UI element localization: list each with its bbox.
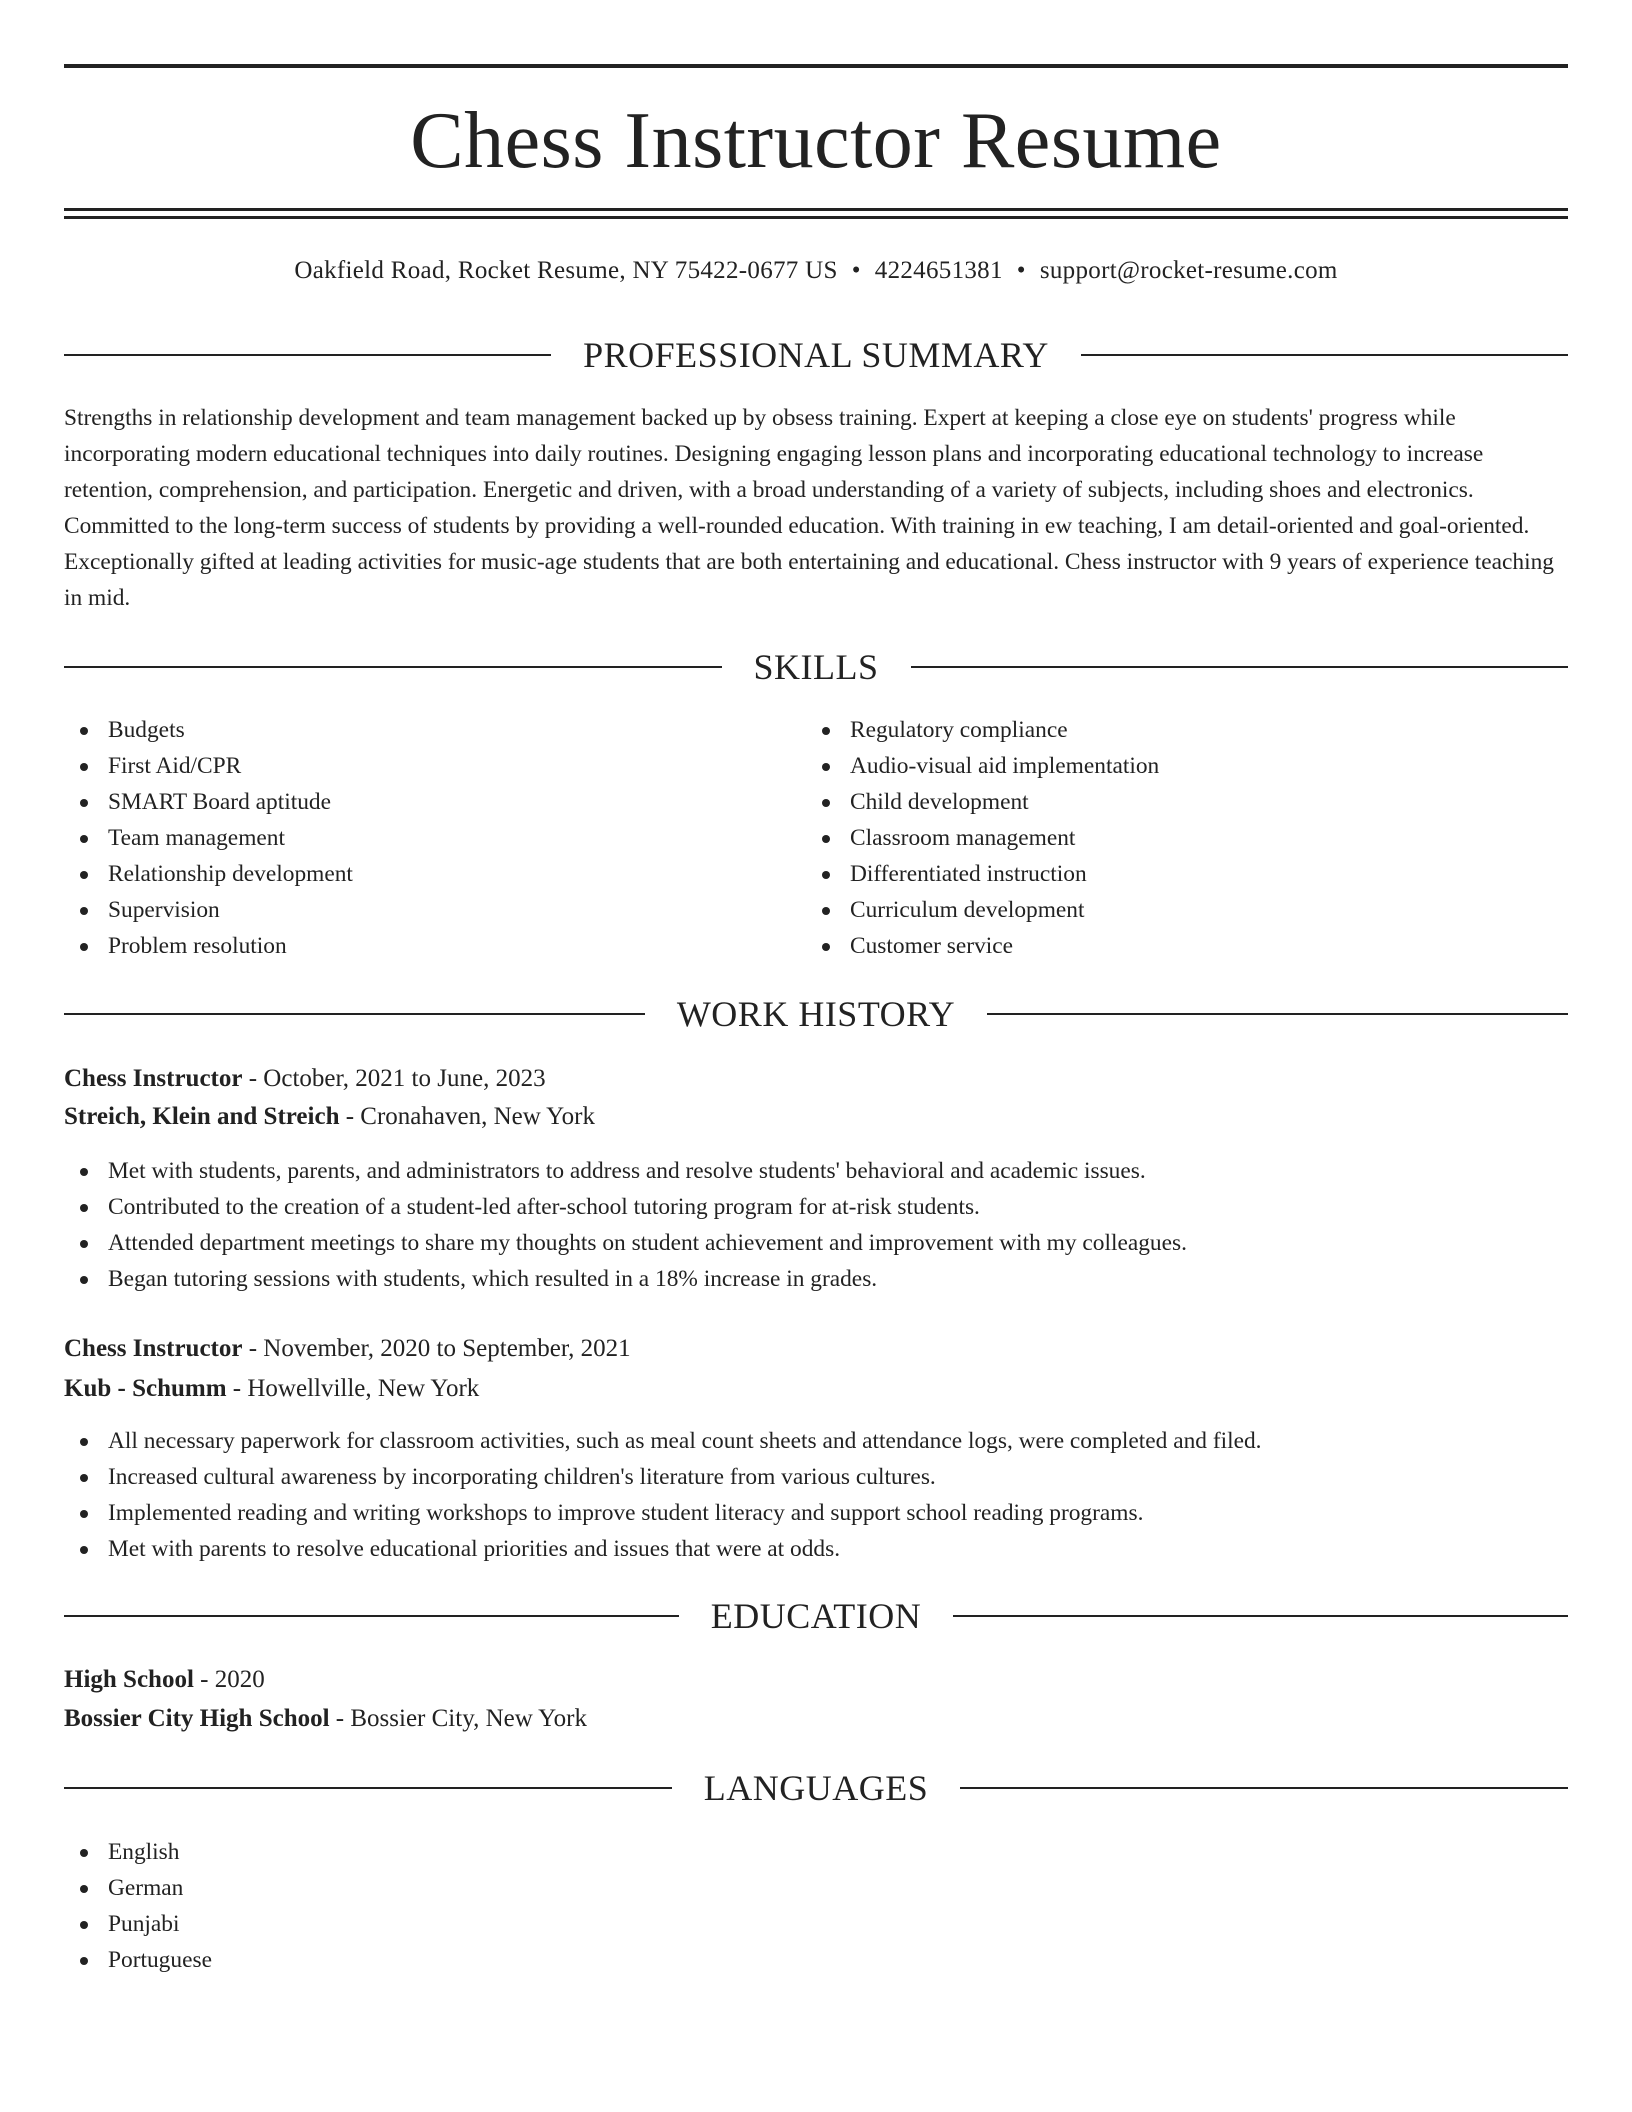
title-rule-upper [64, 208, 1568, 211]
section-title: EDUCATION [710, 1596, 922, 1636]
summary-text: Strengths in relationship development and team management backed up by obsess training. Expert at keeping a close eye on students' progress while incorporating modern educational techniques into daily routines. Designing engaging lesson plans and incorporating educational technology to increase retention, comprehension, and participation. Energetic and driven, with a broad understanding of a variety of subjects, including shoes and electronics. Committed to the long-term success of students by providing a well-rounded education. With training in ew teaching, I am detail-oriented and goal-oriented. Exceptionally gifted at leading activities for music-age students that are both entertaining and educational. Chess instructor with 9 years of experience teaching in mid. [64, 405, 1554, 611]
skill-item: Problem resolution [64, 928, 353, 964]
divider [64, 1615, 679, 1617]
job-dates: - October, 2021 to June, 2023 [242, 1065, 546, 1092]
work-heading [64, 992, 1568, 1036]
contact-line [64, 253, 1568, 289]
contact-separator: • [851, 257, 861, 284]
skill-item: Classroom management [806, 820, 1159, 856]
language-item: German [64, 1870, 212, 1906]
contact-phone[interactable]: 4224651381 [874, 257, 1003, 284]
skill-item: Regulatory compliance [806, 712, 1159, 748]
divider [1081, 354, 1568, 356]
page-title: Chess Instructor Resume [410, 97, 1222, 185]
education-degree-line [64, 1662, 265, 1698]
skills-heading [64, 645, 1568, 689]
section-title: LANGUAGES [703, 1768, 929, 1808]
job-bullet: Met with parents to resolve educational priorities and issues that were at odds. [64, 1531, 1262, 1567]
contact-address: Oakfield Road, Rocket Resume, NY 75422-0677 US [294, 257, 838, 284]
skill-item: Child development [806, 784, 1159, 820]
contact-email[interactable]: support@rocket-resume.com [1039, 257, 1338, 284]
divider [960, 1787, 1568, 1789]
job-bullet: Increased cultural awareness by incorporating children's literature from various cultures. [64, 1459, 1262, 1495]
education-heading [64, 1594, 1568, 1638]
job-title-line [64, 1061, 546, 1097]
skill-item: Budgets [64, 712, 353, 748]
job-title: Chess Instructor [64, 1335, 243, 1362]
skills-list-right [806, 712, 1159, 964]
skills-list-left [64, 712, 353, 964]
summary-heading [64, 333, 1568, 377]
education-year: - 2020 [193, 1666, 265, 1693]
skill-item: Relationship development [64, 856, 353, 892]
divider [64, 1013, 645, 1015]
job-bullet: Met with students, parents, and administrators to address and resolve students' behavioral and academic issues. [64, 1153, 1187, 1189]
job-bullet: All necessary paperwork for classroom activities, such as meal count sheets and attendance logs, were completed and filed. [64, 1423, 1262, 1459]
job-location: - Cronahaven, New York [339, 1103, 596, 1130]
job-company-line [64, 1099, 595, 1135]
divider [64, 666, 722, 668]
top-rule [64, 64, 1568, 68]
education-school-line [64, 1701, 587, 1737]
job-bullet: Implemented reading and writing workshops to improve student literacy and support school reading programs. [64, 1495, 1262, 1531]
skill-item: First Aid/CPR [64, 748, 353, 784]
skill-item: Curriculum development [806, 892, 1159, 928]
languages-list [64, 1834, 212, 1978]
education-school: Bossier City High School [64, 1705, 330, 1732]
contact-separator: • [1016, 257, 1026, 284]
divider [953, 1615, 1568, 1617]
job-title: Chess Instructor [64, 1065, 243, 1092]
divider [64, 1787, 672, 1789]
language-item: Portuguese [64, 1942, 212, 1978]
section-title: SKILLS [753, 647, 879, 687]
skill-item: Supervision [64, 892, 353, 928]
language-item: English [64, 1834, 212, 1870]
job-bullet: Began tutoring sessions with students, which resulted in a 18% increase in grades. [64, 1261, 1187, 1297]
section-title: PROFESSIONAL SUMMARY [583, 335, 1049, 375]
job-bullet: Attended department meetings to share my thoughts on student achievement and improvement with my colleagues. [64, 1225, 1187, 1261]
skill-item: Team management [64, 820, 353, 856]
skill-item: Differentiated instruction [806, 856, 1159, 892]
divider [64, 354, 551, 356]
skill-item: SMART Board aptitude [64, 784, 353, 820]
education-location: - Bossier City, New York [329, 1705, 587, 1732]
job-title-line [64, 1331, 631, 1367]
job-company: Streich, Klein and Streich [64, 1103, 340, 1130]
title-rule-lower [64, 216, 1568, 219]
education-degree: High School [64, 1666, 194, 1693]
job-location: - Howellville, New York [226, 1375, 480, 1402]
divider [911, 666, 1569, 668]
divider [987, 1013, 1568, 1015]
skill-item: Audio-visual aid implementation [806, 748, 1159, 784]
job-bullets [64, 1423, 1262, 1567]
language-item: Punjabi [64, 1906, 212, 1942]
job-company-line [64, 1371, 479, 1407]
languages-heading [64, 1766, 1568, 1810]
job-company: Kub - Schumm [64, 1375, 227, 1402]
skill-item: Customer service [806, 928, 1159, 964]
section-title: WORK HISTORY [676, 994, 956, 1034]
job-bullets [64, 1153, 1187, 1297]
job-bullet: Contributed to the creation of a student-led after-school tutoring program for at-risk students. [64, 1189, 1187, 1225]
job-dates: - November, 2020 to September, 2021 [242, 1335, 631, 1362]
